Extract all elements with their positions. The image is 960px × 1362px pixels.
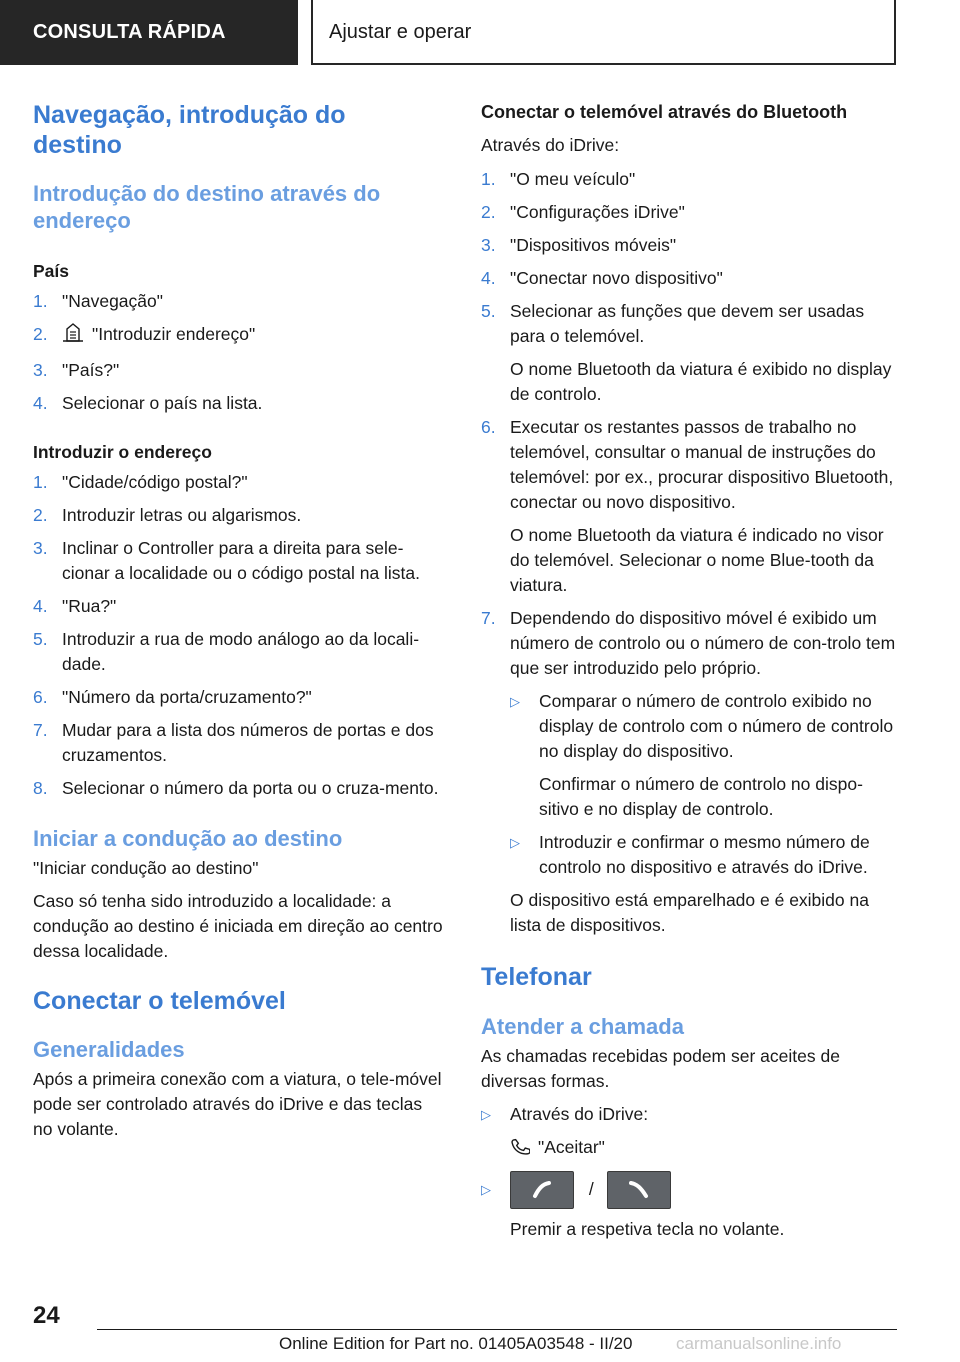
right-column <box>481 100 896 1242</box>
accept-command: "Aceitar" <box>538 1137 605 1157</box>
nav-title: Navegação, introdução do destino <box>33 101 346 159</box>
footer-edition: Online Edition for Part no. 01405A03548 - II/20 <box>279 1334 633 1353</box>
list-item: 4. "Rua?" <box>33 596 117 616</box>
sub-bullet: ▷ Comparar o número de controlo exibido no display de controlo com o número de controlo no display do dispositivo. Confirmar o número de controlo no dispo-sitivo e no display de controlo. <box>510 689 896 822</box>
telephone-title: Telefonar <box>481 963 592 991</box>
list-item: 7. Dependendo do dispositivo móvel é exibido um número de controlo ou o número de con-trolo tem que ser introduzido pelo próprio. ▷ Comparar o número de controlo exibido no display de controlo com o número de controlo no display do dispositivo. Confirmar o número de controlo no dispo-sitivo e no display de controlo. ▷ Introduzir e confirmar o mesmo número de controlo no dispositivo e através do iDrive. O dispositivo está emparelhado e é exibido na lista de dispositivos. <box>481 606 896 938</box>
answer-option-steering-wheel <box>481 1171 896 1242</box>
address-steps <box>33 470 445 801</box>
bullet-note: Confirmar o número de controlo no dispo-sitivo e no display de controlo. <box>539 774 863 819</box>
list-item: 4. "Conectar novo dispositivo" <box>481 268 723 288</box>
step-note: O nome Bluetooth da viatura é exibido no display de controlo. <box>510 359 892 404</box>
start-guidance-text: Caso só tenha sido introduzido a localidade: a condução ao destino é iniciada em direção ao centro dessa localidade. <box>33 891 443 961</box>
answer-call-text: As chamadas recebidas podem ser aceites de diversas formas. <box>481 1046 840 1091</box>
list-item: 1. "O meu veículo" <box>481 169 636 189</box>
section-tab <box>0 0 298 65</box>
triangle-bullet-icon: ▷ <box>481 1107 491 1122</box>
triangle-bullet-icon: ▷ <box>510 694 520 709</box>
list-item: 1. "Cidade/código postal?" <box>33 472 248 492</box>
general-title: Generalidades <box>33 1037 185 1062</box>
list-item: 3. "País?" <box>33 360 120 380</box>
chapter-tab <box>311 0 896 65</box>
left-column <box>33 100 445 1142</box>
watermark: carmanualsonline.info <box>676 1334 842 1353</box>
triangle-bullet-icon: ▷ <box>510 835 520 850</box>
list-item: 3. Inclinar o Controller para a direita para sele-cionar a localidade ou o código postal na lista. <box>33 538 421 583</box>
phone-accept-key-icon <box>510 1171 574 1209</box>
phone-icon <box>510 1138 530 1163</box>
bluetooth-intro: Através do iDrive: <box>481 135 620 155</box>
address-title: Introdução do destino através do endereço <box>33 181 381 233</box>
pairing-result: O dispositivo está emparelhado e é exibido na lista de dispositivos. <box>510 890 869 935</box>
footer-divider <box>97 1329 897 1330</box>
general-text: Após a primeira conexão com a viatura, o tele-móvel pode ser controlado através do iDrive e das teclas no volante. <box>33 1069 442 1139</box>
chapter-label: Ajustar e operar <box>329 21 472 43</box>
start-guidance-title: Iniciar a condução ao destino <box>33 826 343 851</box>
key-separator: / <box>588 1178 594 1199</box>
sub-bullet: ▷ Introduzir e confirmar o mesmo número de controlo no dispositivo e através do iDrive. <box>510 832 870 877</box>
list-item: 2. Introduzir letras ou algarismos. <box>33 505 302 525</box>
country-label: País <box>33 261 69 281</box>
phone-end-key-icon <box>607 1171 671 1209</box>
list-item: 7. Mudar para a lista dos números de portas e dos cruzamentos. <box>33 720 434 765</box>
bluetooth-steps <box>481 167 896 938</box>
list-item: 2. "Introduzir endereço" <box>33 322 445 350</box>
start-guidance-command: "Iniciar condução ao destino" <box>33 858 259 878</box>
triangle-bullet-icon: ▷ <box>481 1182 491 1197</box>
address-icon <box>62 323 84 350</box>
address-label: Introduzir o endereço <box>33 442 212 462</box>
steering-wheel-text: Premir a respetiva tecla no volante. <box>510 1219 785 1239</box>
answer-call-title: Atender a chamada <box>481 1014 684 1039</box>
list-item: 8. Selecionar o número da porta ou o cruza-mento. <box>33 778 439 798</box>
bluetooth-title: Conectar o telemóvel através do Bluetooth <box>481 102 848 122</box>
section-label: CONSULTA RÁPIDA <box>33 21 226 43</box>
list-item: 4. Selecionar o país na lista. <box>33 393 263 413</box>
list-item: 5. Selecionar as funções que devem ser usadas para o telemóvel. O nome Bluetooth da viatura é exibido no display de controlo. <box>481 299 896 407</box>
page-number: 24 <box>33 1302 60 1329</box>
list-item: 6. "Número da porta/cruzamento?" <box>33 687 312 707</box>
connect-phone-title: Conectar o telemóvel <box>33 987 286 1015</box>
step-note: O nome Bluetooth da viatura é indicado no visor do telemóvel. Selecionar o nome Blue-tooth da viatura. <box>510 525 884 595</box>
list-item: 5. Introduzir a rua de modo análogo ao da locali-dade. <box>33 629 420 674</box>
country-steps <box>33 289 445 416</box>
list-item: 6. Executar os restantes passos de trabalho no telemóvel, consultar o manual de instruções do telemóvel: por ex., procurar dispositivo Bluetooth, conectar ou novo dispositivo. O nome Bluetooth da viatura é indicado no visor do telemóvel. Selecionar o nome Blue-tooth da viatura. <box>481 415 896 598</box>
list-item: 3. "Dispositivos móveis" <box>481 235 677 255</box>
answer-option-idrive: ▷ Através do iDrive: "Aceitar" <box>481 1102 896 1163</box>
list-item: 1. "Navegação" <box>33 291 163 311</box>
list-item: 2. "Configurações iDrive" <box>481 202 685 222</box>
